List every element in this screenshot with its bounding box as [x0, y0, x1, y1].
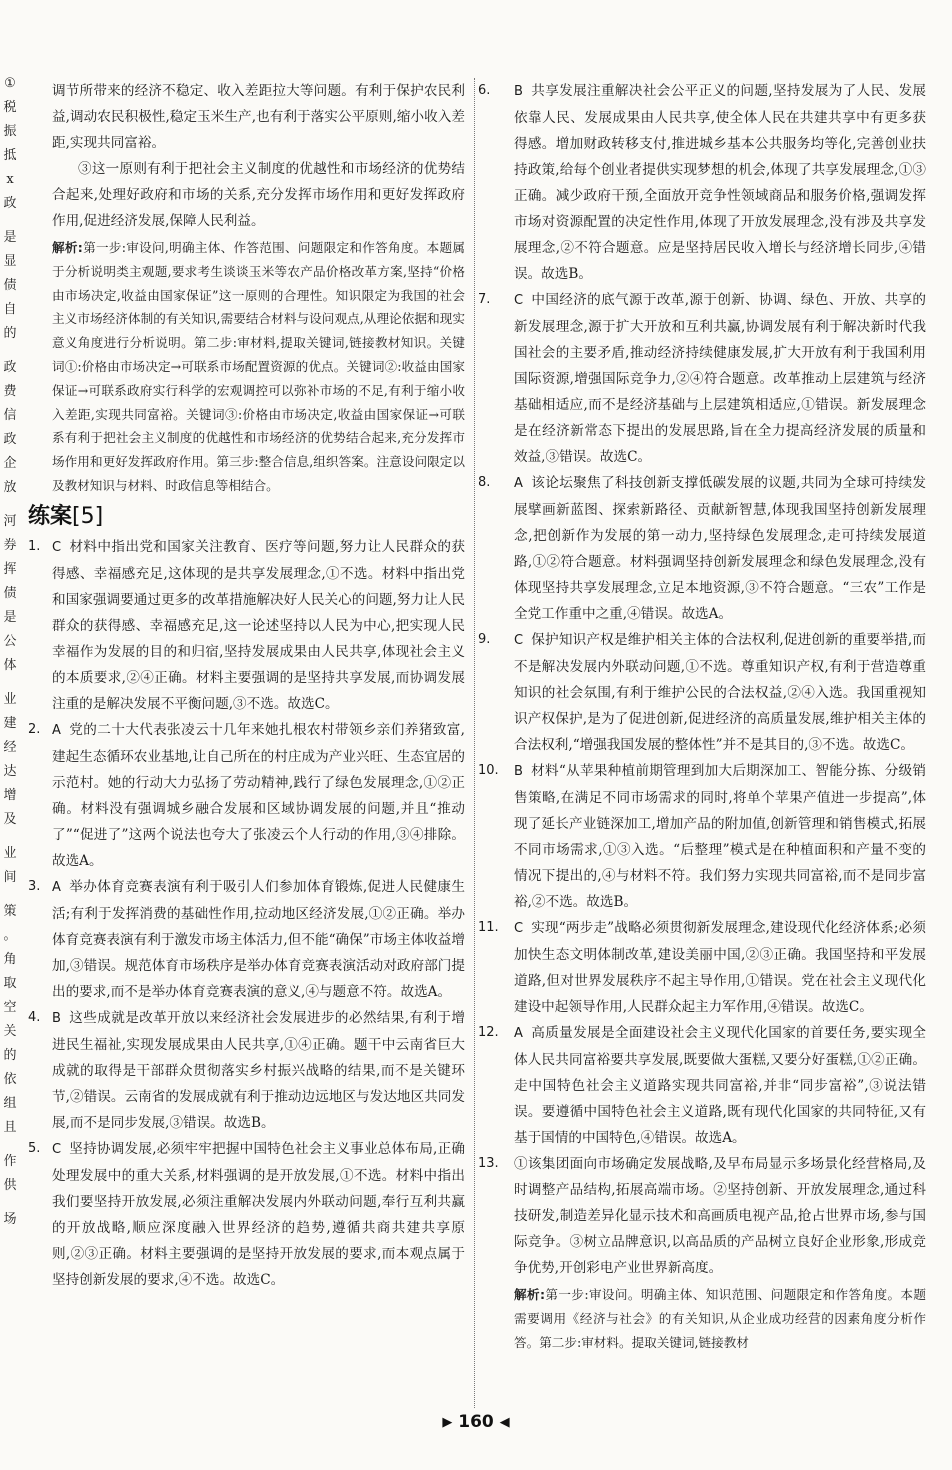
item-number: 8.	[478, 475, 491, 490]
answer-item-3	[28, 874, 465, 1005]
answer-item-12	[478, 1020, 926, 1151]
margin-char: 抵	[3, 148, 17, 163]
margin-char: 且	[3, 1120, 17, 1135]
item-answer: A	[52, 722, 61, 738]
margin-char: 挥	[3, 562, 17, 577]
margin-char: 建	[3, 716, 17, 731]
analysis-label: 解析:	[514, 1287, 545, 1302]
item-number: 12.	[478, 1025, 499, 1040]
left-column	[28, 78, 465, 1293]
margin-char: x	[6, 172, 14, 187]
page-footer	[0, 1412, 952, 1432]
margin-char: 组	[3, 1096, 17, 1111]
margin-char: 业	[3, 692, 17, 707]
margin-char: 政	[3, 360, 17, 375]
item-number: 2.	[28, 721, 41, 737]
margin-char: 是	[3, 610, 17, 625]
margin-char: 场	[3, 1212, 17, 1227]
margin-char: 的	[3, 1048, 17, 1063]
margin-char: 经	[3, 740, 17, 755]
page-number: 160	[458, 1412, 494, 1432]
margin-char: 体	[3, 658, 17, 673]
item-text: 党的二十大代表张凌云十几年来她扎根农村带领乡亲们养猪致富,建起生态循环农业基地,让自己所在的村庄成为产业兴旺、生态宜居的示范村。她的行动大力弘扬了劳动精神,践行了绿色发展理念,①②正确。材料没有强调城乡融合发展和区域协调发展的问题,并且“推动了”“促进了”这两个说法也夸大了张凌云个人行动的作用,③④排除。故选A。	[52, 721, 465, 869]
item-text: 这些成就是改革开放以来经济社会发展进步的必然结果,有利于增进民生福祉,实现发展成果由人民共享,①④正确。题干中云南省巨大成就的取得是干部群众贯彻落实乡村振兴战略的结果,而不是关键环节,②错误。云南省的发展成就有利于推动边远地区与发达地区共同发展,而不是同步发展,③错误。故选B。	[52, 1009, 465, 1131]
item-answer: B	[514, 84, 523, 99]
item-text: 中国经济的底气源于改革,源于创新、协调、绿色、开放、共享的新发展理念,源于扩大开放和互利共赢,协调发展有利于解决新时代我国社会的主要矛盾,推动经济持续健康发展,扩大开放有利于我国利用国际资源,增强国际竞争力,②④符合题意。改革推动上层建筑与经济基础相适应,而不是经济基础与上层建筑相适应,①错误。新发展理念是在经济新常态下提出的发展思路,旨在全力提高经济发展的质量和效益,③错误。故选C。	[514, 292, 926, 465]
analysis-block-left	[52, 236, 465, 498]
margin-char: 放	[3, 480, 17, 495]
answer-item-13	[478, 1151, 926, 1281]
right-triangle-icon: ▶	[442, 1414, 453, 1430]
item-answer: A	[514, 1026, 523, 1041]
item-text: 实现“两步走”战略必须贯彻新发展理念,建设现代化经济体系;必须加快生态文明体制改革,建设美丽中国,②③正确。我国坚持和平发展道路,但对世界发展秩序不起主导作用,①错误。党在社会主义现代化建设中起领导作用,人民群众起主力军作用,④错误。故选C。	[514, 920, 926, 1015]
analysis-label: 解析:	[52, 240, 83, 255]
margin-char: 费	[3, 384, 17, 399]
intro-paragraph-2: ③这一原则有利于把社会主义制度的优越性和市场经济的优势结合起来,处理好政府和市场的关系,充分发挥市场作用和更好发挥政府作用,促进经济发展,保障人民利益。	[52, 161, 465, 229]
margin-char: 信	[3, 408, 17, 423]
item-answer: C	[514, 633, 524, 648]
item-number: 9.	[478, 632, 491, 647]
margin-char: 政	[3, 432, 17, 447]
item-answer: B	[52, 1010, 61, 1026]
margin-char: 角	[3, 952, 17, 967]
item-text: 保护知识产权是维护相关主体的合法权利,促进创新的重要举措,而不是解决发展内外联动问题,①不选。尊重知识产权,有利于营造尊重知识的社会氛围,有利于维护公民的合法权益,②④入选。我国重视知识产权保护,是为了促进创新,促进经济的高质量发展,维护相关主体的合法权利,“增强我国发展的整体性”并不是其目的,③不选。故选C。	[514, 632, 926, 753]
margin-char: 振	[3, 124, 17, 139]
answer-item-1	[28, 534, 465, 717]
margin-char: 是	[3, 230, 17, 245]
item-number: 1.	[28, 538, 41, 554]
section-title	[28, 502, 465, 532]
item-number: 11.	[478, 920, 499, 935]
margin-char: 空	[3, 1000, 17, 1015]
item-answer: C	[514, 921, 524, 936]
margin-char: 策	[3, 904, 17, 919]
margin-char: 自	[3, 302, 17, 317]
answer-item-7	[478, 287, 926, 470]
margin-char: 债	[3, 278, 17, 293]
section-number: [5]	[72, 503, 104, 529]
section-title-text: 练案	[28, 503, 73, 529]
item-text: 共享发展注重解决社会公平正义的问题,坚持发展为了人民、发展依靠人民、发展成果由人民共享,使全体人民在共建共享中有更多获得感。增加财政转移支付,推进城乡基本公共服务均等化,完善创业扶持政策,给每个创业者提供实现梦想的机会,体现了共享发展理念,①③正确。减少政府干预,全面放开竞争性领域商品和服务价格,强调发挥市场对资源配置的决定性作用,体现了开放发展理念,没有涉及共享发展理念,②不符合题意。应是坚持居民收入增长与经济增长同步,④错误。故选B。	[514, 83, 926, 282]
answer-item-6	[478, 78, 926, 287]
item-number: 13.	[478, 1156, 499, 1171]
item-number: 5.	[28, 1140, 41, 1156]
item-text: 材料中指出党和国家关注教育、医疗等问题,努力让人民群众的获得感、幸福感充足,这体现的是共享发展理念,①不选。材料中指出党和国家强调要通过更多的改革措施解决好人民关心的问题,努力让人民群众的获得感、幸福感充足,这一论述坚持以人民为中心,把实现人民幸福作为发展的目的和归宿,坚持发展成果由人民共享,体现社会主义的本质要求,②④正确。材料主要强调的是坚持共享发展,而协调发展注重的是解决发展不平衡问题,③不选。故选C。	[52, 538, 465, 712]
item-number: 6.	[478, 83, 491, 98]
margin-char: 业	[3, 846, 17, 861]
column-divider	[474, 78, 475, 1408]
margin-char: 券	[3, 538, 17, 553]
intro-paragraph-1: 调节所带来的经济不稳定、收入差距拉大等问题。有利于保护农民利益,调动农民积极性,稳定玉米生产,也有利于落实公平原则,缩小收入差距,实现共同富裕。	[52, 83, 465, 151]
margin-char: 政	[3, 196, 17, 211]
answer-item-9	[478, 627, 926, 758]
margin-char: 关	[3, 1024, 17, 1039]
analysis-text: 第一步:审设问,明确主体、作答范围、问题限定和作答角度。本题属于分析说明类主观题,要求考生谈谈玉米等农产品价格改革方案,坚持“价格由市场决定,收益由国家保证”这一原则的合理性。知识限定为我国的社会主义市场经济体制的有关知识,需要结合材料与设问观点,从理论依据和现实意义角度进行分析说明。第二步:审材料,提取关键词,链接教材知识。关键词①:价格由市场决定→可联系市场配置资源的优点。关键词②:收益由国家保证→可联系政府实行科学的宏观调控可以弥补市场的不足,有利于缩小收入差距,实现共同富裕。关键词③:价格由市场决定,收益由国家保证→可联系有利于把社会主义制度的优越性和市场经济的优势结合起来,充分发挥市场作用和更好发挥政府作用。第三步:整合信息,组织答案。注意设问限定以及教材知识与材料、时政信息等相结合。	[52, 240, 465, 493]
answer-item-5	[28, 1136, 465, 1293]
margin-char: 作	[3, 1154, 17, 1169]
item-answer: C	[52, 1141, 62, 1157]
answer-item-11	[478, 915, 926, 1020]
margin-char: 公	[3, 634, 17, 649]
item-answer: C	[514, 293, 524, 308]
margin-char: 达	[3, 764, 17, 779]
margin-char: 的	[3, 326, 17, 341]
margin-char: 债	[3, 586, 17, 601]
margin-char: 。	[3, 928, 17, 943]
margin-char: 供	[3, 1178, 17, 1193]
margin-char: 及	[3, 812, 17, 827]
item-number: 4.	[28, 1009, 41, 1025]
item-answer: A	[52, 879, 61, 895]
item-number: 3.	[28, 878, 41, 894]
margin-char: 河	[3, 514, 17, 529]
margin-char: 企	[3, 456, 17, 471]
item-answer: C	[52, 539, 62, 555]
item-text: 举办体育竞赛表演有利于吸引人们参加体育锻炼,促进人民健康生活;有利于发挥消费的基础性作用,拉动地区经济发展,①②正确。举办体育竞赛表演有利于激发市场主体活力,但不能“确保”市场主体收益增加,③错误。规范体育市场秩序是举办体育竞赛表演活动对政府部门提出的要求,而不是举办体育竞赛表演的意义,④与题意不符。故选A。	[52, 878, 465, 1000]
answer-item-10	[478, 758, 926, 915]
item-number: 10.	[478, 763, 499, 778]
item-text: ①该集团面向市场确定发展战略,及早布局显示多场景化经营格局,及时调整产品结构,拓展高端市场。②坚持创新、开放发展理念,通过科技研发,制造差异化显示技术和高画质电视产品,抢占世界市场,参与国际竞争。③树立品牌意识,以高品质的产品树立良好企业形象,形成竞争优势,开创彩电产业世界新高度。	[514, 1156, 926, 1276]
answer-item-8	[478, 470, 926, 627]
margin-char: 显	[3, 254, 17, 269]
left-triangle-icon: ◀	[499, 1414, 510, 1430]
item-text: 坚持协调发展,必须牢牢把握中国特色社会主义事业总体布局,正确处理发展中的重大关系,材料强调的是开放发展,①不选。材料中指出我们要坚持开放发展,必须注重解决发展内外联动问题,奉行互利共赢的开放战略,顺应深度融入世界经济的趋势,遵循共商共建共享原则,②③正确。材料主要强调的是坚持开放发展的要求,而本观点属于坚持创新发展的要求,④不选。故选C。	[52, 1140, 465, 1288]
margin-char: 税	[3, 100, 17, 115]
item-answer: B	[514, 764, 523, 779]
right-column	[478, 78, 926, 1354]
item-answer: A	[514, 476, 523, 491]
margin-char: 依	[3, 1072, 17, 1087]
answer-item-4	[28, 1005, 465, 1136]
margin-char: 增	[3, 788, 17, 803]
analysis-block-right	[514, 1283, 926, 1354]
item-text: 高质量发展是全面建设社会主义现代化国家的首要任务,要实现全体人民共同富裕要共享发展,既要做大蛋糕,又要分好蛋糕,①②正确。走中国特色社会主义道路实现共同富裕,并非“同步富裕”,③说法错误。要遵循中国特色社会主义道路,既有现代化国家的共同特征,又有基于国情的中国特色,④错误。故选A。	[514, 1025, 926, 1146]
margin-char: 间	[3, 870, 17, 885]
margin-char: 取	[3, 976, 17, 991]
item-number: 7.	[478, 292, 491, 307]
margin-strip	[0, 74, 20, 1414]
item-text: 材料“从苹果种植前期管理到加大后期深加工、智能分拣、分级销售策略,在满足不同市场需求的同时,将单个苹果产值进一步提高”,体现了延长产业链深加工,增加产品的附加值,创新管理和销售模式,拓展不同市场需求,①③入选。“后整理”模式是在种植面积和产量不变的情况下提出的,④与材料不符。我们努力实现共同富裕,而不是同步富裕,②不选。故选B。	[514, 763, 926, 910]
answer-item-2	[28, 717, 465, 874]
item-text: 该论坛聚焦了科技创新支撑低碳发展的议题,共同为全球可持续发展擘画新蓝图、探索新路径、贡献新智慧,体现我国坚持创新发展理念,把创新作为发展的第一动力,坚持绿色发展理念,走可持续发展道路,①②符合题意。材料强调坚持创新发展理念和绿色发展理念,没有体现坚持共享发展理念,立足本地资源,③不符合题意。“三农”工作是全党工作重中之重,④错误。故选A。	[514, 475, 926, 622]
margin-char: ①	[4, 76, 16, 91]
analysis-text: 第一步:审设问。明确主体、知识范围、问题限定和作答角度。本题需要调用《经济与社会》的有关知识,从企业成功经营的因素角度分析作答。第二步:审材料。提取关键词,链接教材	[514, 1287, 926, 1350]
